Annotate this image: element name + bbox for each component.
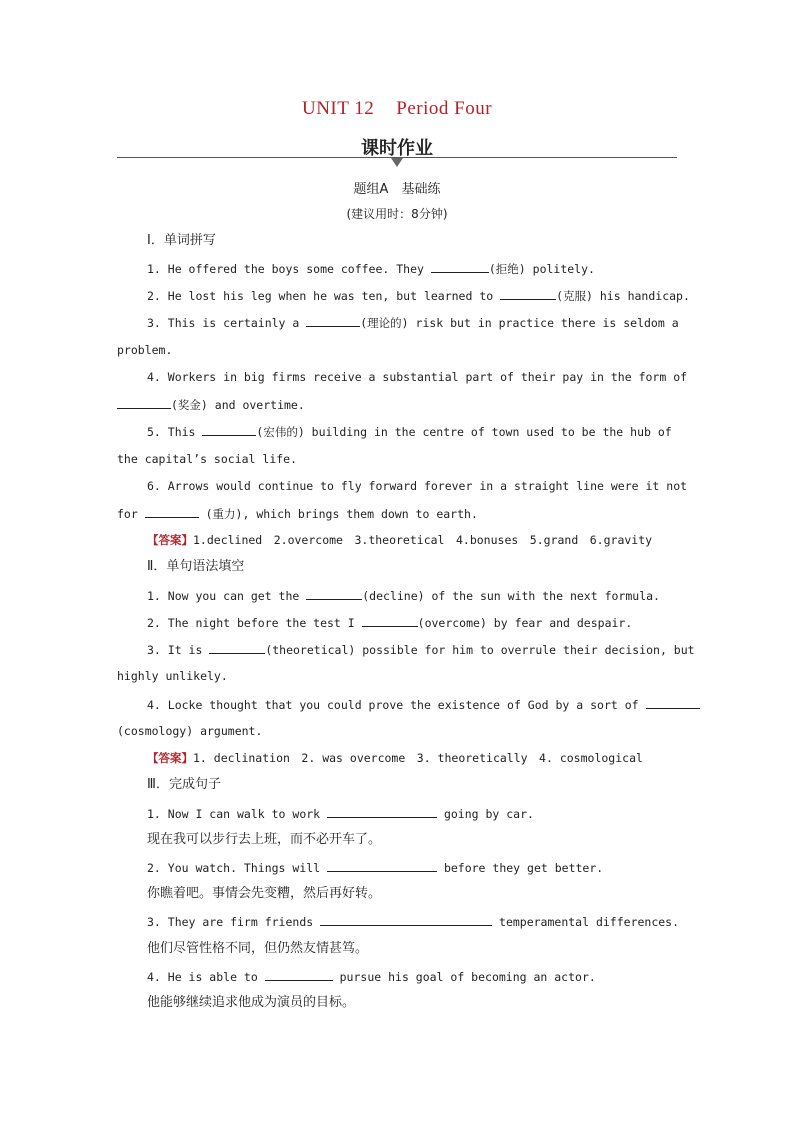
- section-1-heading: Ⅰ．单词拼写: [147, 233, 216, 248]
- group-title: 题组A 基础练: [353, 182, 441, 197]
- s2-answer: 【答案】1. declination 2. was overcome 3. theoretically 4. cosmological: [147, 751, 643, 765]
- answer-blank: [306, 314, 360, 327]
- s1-question-3-cont: problem.: [117, 343, 173, 357]
- s3-question-3: 3. They are firm friends temperamental differences.: [147, 915, 680, 929]
- answer-label: 【答案】: [147, 533, 193, 547]
- s1-question-6-cont: for (重力), which brings them down to earth.: [117, 507, 478, 521]
- answer-blank: [327, 859, 437, 872]
- answer-blank: [202, 423, 256, 436]
- s3-question-4: 4. He is able to pursue his goal of becoming an actor.: [147, 970, 596, 984]
- suggested-time: (建议用时：8分钟): [346, 207, 448, 221]
- s1-question-6: 6. Arrows would continue to fly forward forever in a straight line were it not: [147, 479, 688, 493]
- answer-blank: [431, 260, 489, 273]
- answer-blank: [646, 696, 700, 709]
- s3-question-1: 1. Now I can walk to work going by car.: [147, 807, 534, 821]
- s3-question-2: 2. You watch. Things will before they get better.: [147, 861, 604, 875]
- answer-blank: [500, 287, 556, 300]
- triangle-marker-icon: [391, 158, 403, 167]
- section-3-heading: Ⅲ．完成句子: [147, 777, 221, 792]
- period-label: Period Four: [396, 98, 493, 119]
- s3-question-4-translation: 他能够继续追求他成为演员的目标。: [147, 995, 356, 1010]
- answer-blank: [145, 505, 199, 518]
- section-2-heading: Ⅱ．单句语法填空: [147, 559, 245, 574]
- s3-question-2-translation: 你瞧着吧。事情会先变糟，然后再好转。: [147, 886, 382, 901]
- s1-question-3: 3. This is certainly a (理论的) risk but in practice there is seldom a: [147, 316, 679, 330]
- s2-question-4: 4. Locke thought that you could prove the existence of God by a sort of: [147, 696, 700, 713]
- s2-question-3-cont: highly unlikely.: [117, 669, 228, 683]
- s1-question-5-cont: the capital’s social life.: [117, 452, 298, 466]
- s3-question-1-translation: 现在我可以步行去上班，而不必开车了。: [147, 832, 382, 847]
- answer-blank: [306, 587, 362, 600]
- answer-label: 【答案】: [147, 751, 193, 765]
- answer-blank: [327, 805, 437, 818]
- s1-question-2: 2. He lost his leg when he was ten, but learned to (克服) his handicap.: [147, 289, 690, 303]
- s1-answer: 【答案】1.declined 2.overcome 3.theoretical 4.bonuses 5.grand 6.gravity: [147, 533, 653, 547]
- s2-question-3: 3. It is (theoretical) possible for him to overrule their decision, but: [147, 643, 695, 657]
- answer-blank: [117, 396, 171, 409]
- answer-blank: [209, 641, 265, 654]
- answer-blank: [265, 968, 333, 981]
- s3-question-3-translation: 他们尽管性格不同，但仍然友情甚笃。: [147, 941, 369, 956]
- page-subtitle: 课时作业: [361, 138, 433, 159]
- s2-question-4-cont: (cosmology) argument.: [117, 724, 263, 738]
- s2-question-1: 1. Now you can get the (decline) of the sun with the next formula.: [147, 589, 660, 603]
- s1-question-4-cont: (奖金) and overtime.: [117, 396, 305, 413]
- s1-question-4: 4. Workers in big firms receive a substantial part of their pay in the form of: [147, 370, 688, 384]
- s2-question-2: 2. The night before the test I (overcome) by fear and despair.: [147, 616, 633, 630]
- answer-blank: [320, 913, 492, 926]
- answer-blank: [362, 614, 418, 627]
- unit-label: UNIT 12: [301, 98, 375, 119]
- s1-question-1: 1. He offered the boys some coffee. They (拒绝) politely.: [147, 262, 595, 276]
- s1-question-5: 5. This (宏伟的) building in the centre of town used to be the hub of: [147, 425, 672, 439]
- page-title: [0, 98, 794, 120]
